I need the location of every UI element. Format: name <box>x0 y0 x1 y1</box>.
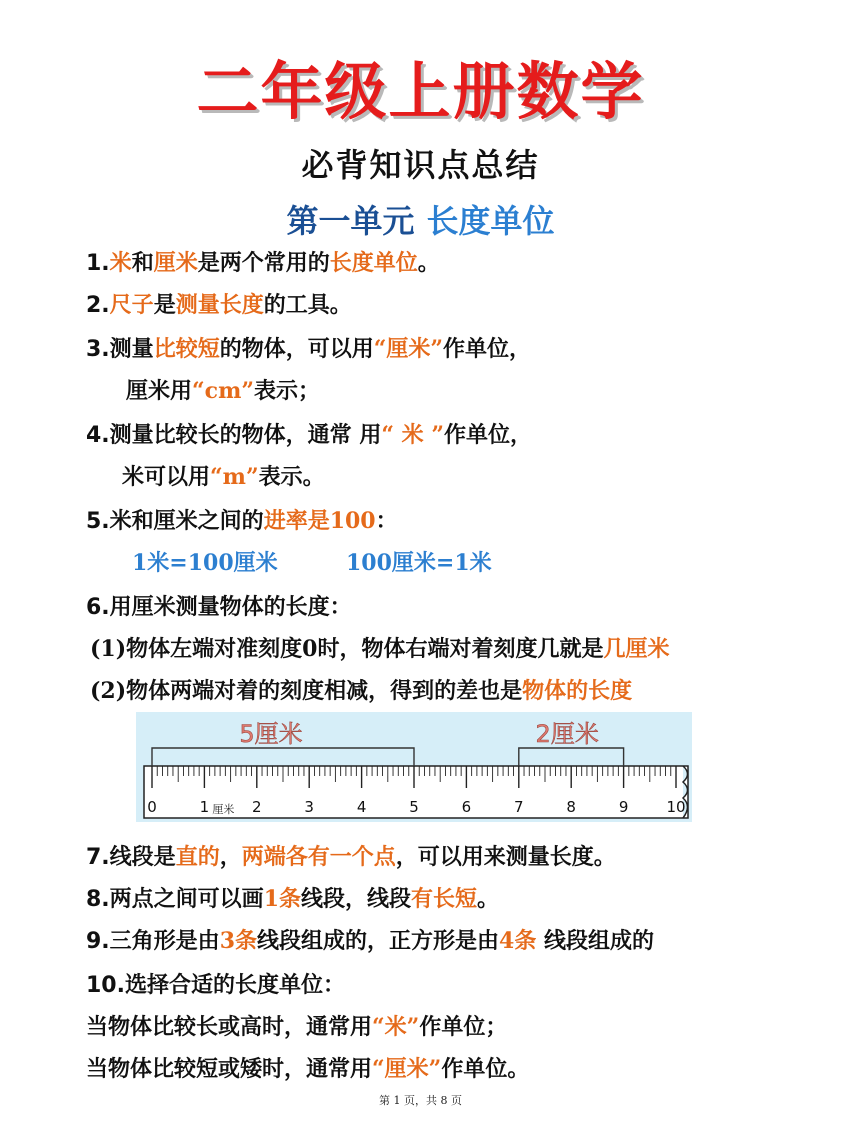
page-subtitle: 必背知识点总结 <box>301 146 540 184</box>
point-8: 8.两点之间可以画1条线段，线段有长短。 <box>86 886 500 912</box>
ruler-unit-mark: 厘米 <box>212 803 235 816</box>
ruler-number: 5 <box>409 798 419 816</box>
unit-name: 长度单位 <box>426 202 555 240</box>
ruler-number: 0 <box>147 798 157 816</box>
point-10-line-2: 当物体比较长或高时，通常用“米”作单位； <box>86 1014 508 1040</box>
ruler-label-left: 5厘米 <box>239 720 303 748</box>
point-9: 9.三角形是由3条线段组成的，正方形是由4条 线段组成的 <box>86 928 654 954</box>
ruler-number: 6 <box>461 798 472 816</box>
point-7: 7.线段是直的，两端各有一个点，可以用来测量长度。 <box>86 844 616 870</box>
unit-label: 第一单元 <box>286 202 415 240</box>
point-2: 2.尺子是测量长度的工具。 <box>86 292 352 318</box>
ruler-graphic <box>136 712 692 822</box>
ruler-label-right: 2厘米 <box>535 720 599 748</box>
ruler-number: 3 <box>304 798 314 816</box>
ruler-number: 9 <box>618 798 629 816</box>
ruler-number: 8 <box>566 798 576 816</box>
point-5: 5.米和厘米之间的进率是100： <box>86 508 398 534</box>
page-title: 二年级上册数学 <box>196 55 645 128</box>
ruler-number: 2 <box>252 798 262 816</box>
point-6-sub-2: (2)物体两端对着的刻度相减，得到的差也是物体的长度 <box>90 678 633 704</box>
point-10: 10.选择合适的长度单位： <box>86 972 345 998</box>
page-footer: 第 1 页，共 8 页 <box>379 1094 462 1107</box>
point-3-line-2: 厘米用“cm”表示； <box>126 378 321 404</box>
point-4: 4.测量比较长的物体，通常 用“ 米 ”作单位， <box>86 422 532 448</box>
point-4-line-2: 米可以用“m”表示。 <box>122 464 325 490</box>
ruler-bracket-left <box>152 748 414 766</box>
ruler-number: 10 <box>666 798 686 816</box>
ruler-illustration <box>136 712 692 822</box>
point-6: 6.用厘米测量物体的长度： <box>86 594 352 620</box>
point-3: 3.测量比较短的物体，可以用“厘米”作单位， <box>86 336 532 362</box>
ruler-number: 7 <box>514 798 524 816</box>
unit-heading <box>0 196 841 242</box>
point-1: 1.米和厘米是两个常用的长度单位。 <box>86 250 440 276</box>
point-10-line-3: 当物体比较短或矮时，通常用“厘米”作单位。 <box>86 1056 530 1082</box>
ruler-number: 4 <box>356 798 367 816</box>
ruler-bracket-right <box>519 748 624 766</box>
point-6-sub-1: (1)物体左端对准刻度0时，物体右端对着刻度几就是几厘米 <box>90 636 670 662</box>
point-5-eq-1: 1米=100厘米 <box>132 550 278 576</box>
ruler-number: 1 <box>199 798 210 816</box>
point-5-eq-2: 100厘米=1米 <box>346 550 492 576</box>
